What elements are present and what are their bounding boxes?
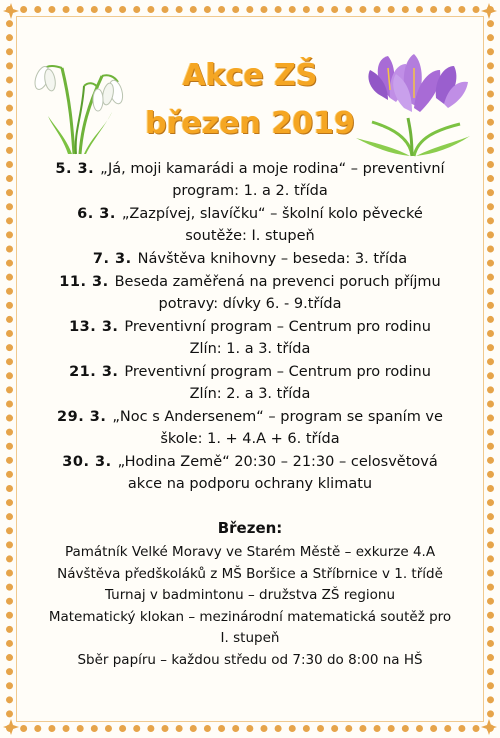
- event-date: 6. 3.: [77, 206, 116, 222]
- event-text: „Já, moji kamarádi a moje rodina“ – preventivní: [100, 161, 445, 177]
- march-activity-item: Matematický klokan – mezinárodní matematická soutěž pro: [48, 608, 452, 625]
- event-text-continued: potravy: dívky 6. - 9.třída: [158, 296, 342, 312]
- march-activity-item: Sběr papíru – každou středu od 7:30 do 8:00 na HŠ: [77, 651, 423, 668]
- event-item: [36, 203, 464, 247]
- event-text: Preventivní program – Centrum pro rodinu: [124, 364, 431, 380]
- event-text: „Noc s Andersenem“ – program se spaním ve: [112, 409, 443, 425]
- event-date: 29. 3.: [57, 409, 107, 425]
- march-activity-item: Památník Velké Moravy ve Starém Městě – exkurze 4.A: [64, 544, 436, 560]
- march-activity-item: I. stupeň: [220, 630, 280, 646]
- event-date: 21. 3.: [69, 364, 119, 380]
- event-text-continued: škole: 1. + 4.A + 6. třída: [160, 431, 340, 447]
- event-date: 5. 3.: [55, 161, 95, 177]
- event-item: [36, 361, 464, 405]
- march-activity-item: Návštěva předškoláků z MŠ Boršice a Stříbrnice v 1. třídě: [57, 565, 443, 582]
- corner-ornament-icon: [2, 718, 20, 736]
- corner-ornament-icon: [480, 718, 498, 736]
- event-list: [36, 158, 464, 496]
- event-text: „Zazpívej, slavíčku“ – školní kolo pěvecké: [121, 206, 423, 222]
- event-item: [36, 406, 464, 450]
- event-date: 30. 3.: [62, 454, 112, 470]
- event-item: [36, 316, 464, 360]
- event-item: [36, 248, 464, 270]
- event-text-continued: akce na podporu ochrany klimatu: [127, 476, 373, 492]
- event-text: Preventivní program – Centrum pro rodinu: [124, 319, 431, 335]
- event-item: [36, 158, 464, 202]
- event-date: 13. 3.: [69, 319, 119, 335]
- poster-title: Akce ZŠ: [182, 58, 318, 93]
- event-text: Beseda zaměřená na prevenci poruch příjmu: [114, 274, 441, 290]
- corner-ornament-icon: [2, 2, 20, 20]
- event-text-continued: Zlín: 1. a 3. třída: [189, 341, 311, 357]
- event-text-continued: program: 1. a 2. třída: [172, 183, 328, 199]
- event-date: 11. 3.: [59, 274, 109, 290]
- event-text-continued: Zlín: 2. a 3. třída: [189, 386, 311, 402]
- march-heading: Březen:: [217, 519, 283, 537]
- corner-ornament-icon: [480, 2, 498, 20]
- event-item: [36, 451, 464, 495]
- poster-subtitle: březen 2019: [145, 106, 355, 141]
- march-activity-item: Turnaj v badmintonu – družstva ZŠ regionu: [104, 587, 396, 603]
- event-text: „Hodina Země“ 20:30 – 21:30 – celosvětová: [117, 454, 438, 470]
- event-item: [36, 271, 464, 315]
- event-text: Návštěva knihovny – beseda: 3. třída: [137, 251, 408, 267]
- event-date: 7. 3.: [92, 251, 132, 267]
- event-text-continued: soutěže: I. stupeň: [185, 228, 315, 244]
- march-activity-list: [30, 542, 470, 671]
